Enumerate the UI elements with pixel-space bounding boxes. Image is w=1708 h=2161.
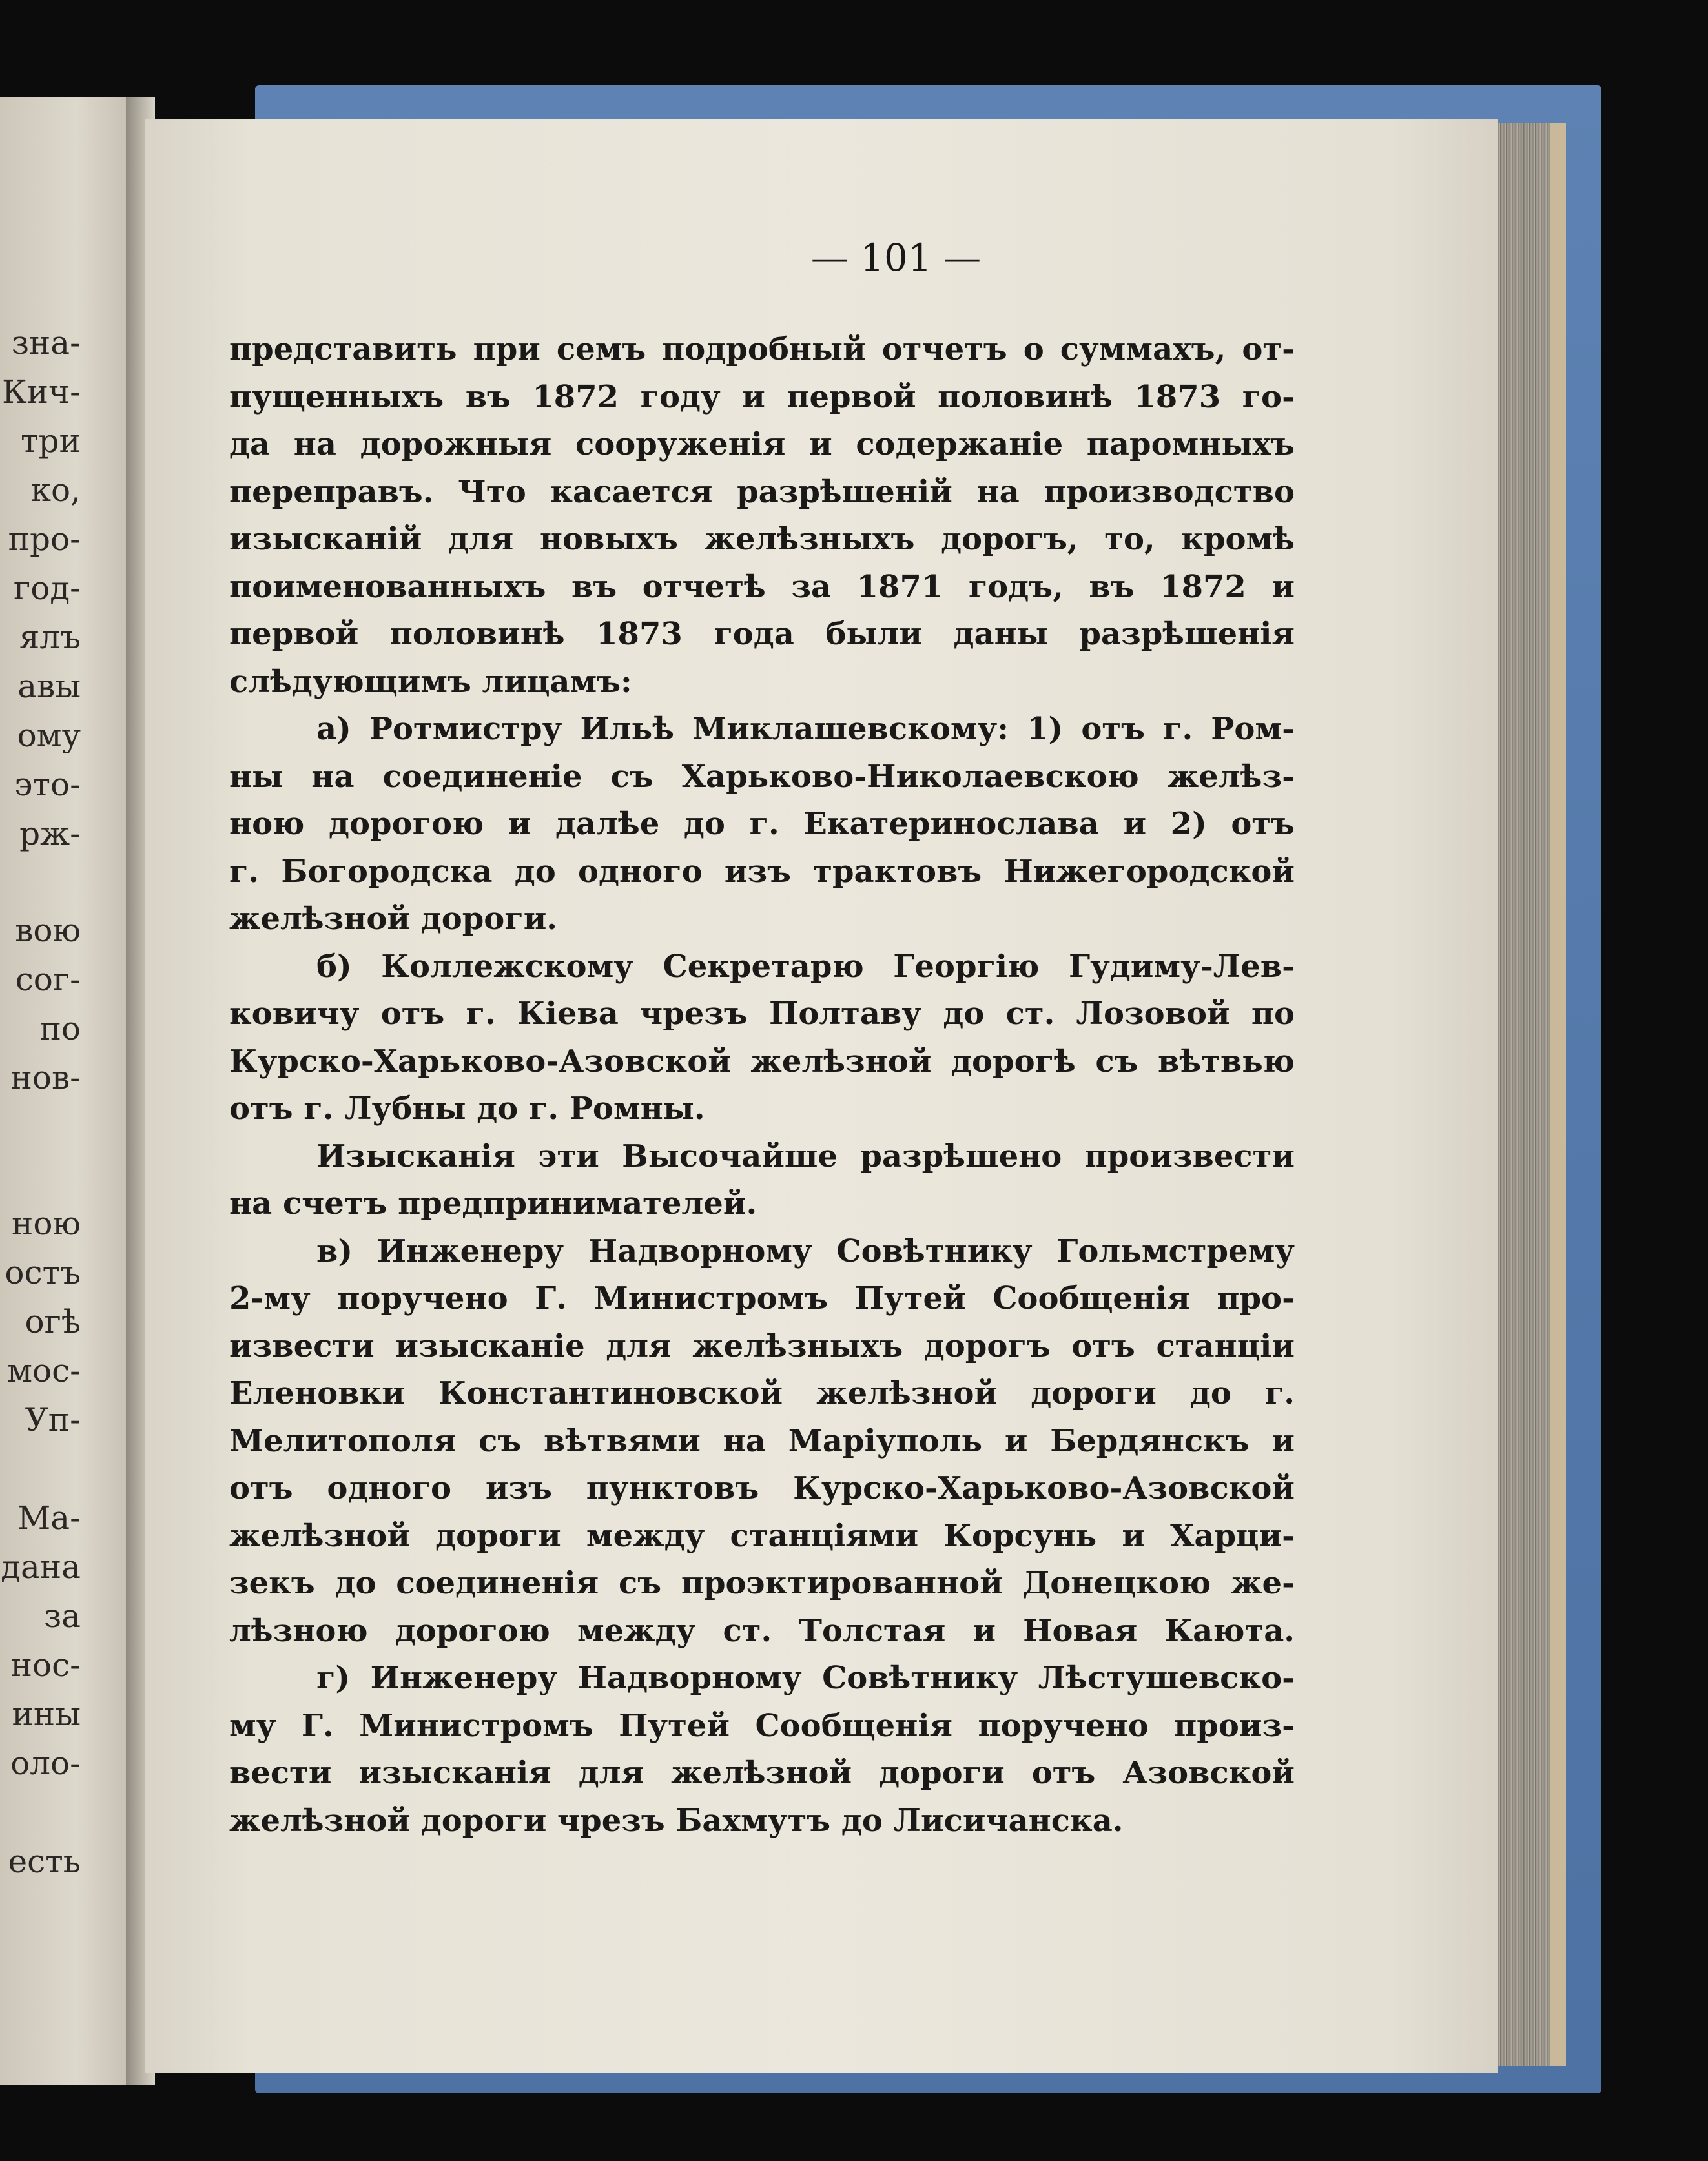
text-line: первой половинѣ 1873 года были даны разрѣшенія xyxy=(229,616,1295,652)
left-page-fragment: год- xyxy=(14,569,81,607)
text-line: вести изысканія для желѣзной дороги отъ Азовской xyxy=(229,1755,1295,1791)
left-page-fragment: это- xyxy=(14,766,81,803)
page-body-text xyxy=(229,326,1295,1845)
left-page-fragment: вою xyxy=(15,912,81,949)
left-page-fragment: оло- xyxy=(10,1745,81,1782)
left-page-fragment: зна- xyxy=(11,324,81,362)
left-page-fragment: про- xyxy=(8,520,81,558)
left-page-fragment: рж- xyxy=(19,815,81,852)
text-line: в) Инженеру Надворному Совѣтнику Гольмстрему xyxy=(316,1233,1295,1269)
text-line: Мелитополя съ вѣтвями на Маріуполь и Бердянскъ и xyxy=(229,1422,1295,1459)
text-line: му Г. Министромъ Путей Сообщенія поручено произ- xyxy=(229,1707,1295,1744)
text-line: Изысканія эти Высочайше разрѣшено произвести xyxy=(316,1138,1295,1174)
text-line: Еленовки Константиновской желѣзной дороги до г. xyxy=(229,1375,1295,1411)
text-line: зекъ до соединенія съ проэктированной Донецкою же- xyxy=(229,1565,1295,1601)
left-page-fragment: ины xyxy=(12,1695,81,1733)
text-line: б) Коллежскому Секретарю Георгію Гудиму-Лев- xyxy=(316,948,1295,985)
left-page-fragment: есть xyxy=(8,1843,81,1880)
text-line: извести изысканіе для желѣзныхъ дорогъ отъ станціи xyxy=(229,1327,1295,1364)
left-page-fragment: огѣ xyxy=(25,1303,81,1340)
text-line: пущенныхъ въ 1872 году и первой половинѣ 1873 го- xyxy=(229,378,1295,415)
text-line: а) Ротмистру Ильѣ Миклашевскому: 1) отъ г. Ром- xyxy=(316,711,1295,747)
left-page-fragment: нос- xyxy=(10,1646,81,1684)
text-line: поименованныхъ въ отчетѣ за 1871 годъ, въ 1872 и xyxy=(229,568,1295,605)
left-page-fragment: сог- xyxy=(15,961,81,998)
text-line: лѣзною дорогою между ст. Толстая и Новая Каюта. xyxy=(229,1612,1295,1649)
text-line: желѣзной дороги между станціями Корсунь и Харци- xyxy=(229,1517,1295,1554)
left-page-fragment: три xyxy=(21,422,81,460)
left-page xyxy=(0,97,139,2085)
text-line: представить при семъ подробный отчетъ о суммахъ, от- xyxy=(229,331,1295,367)
text-line: да на дорожныя сооруженія и содержаніе паромныхъ xyxy=(229,426,1295,462)
left-page-fragment: ялъ xyxy=(19,619,81,656)
left-page-fragment: по xyxy=(39,1010,81,1047)
text-line: слѣдующимъ лицамъ: xyxy=(229,663,632,700)
text-line: желѣзной дороги. xyxy=(229,901,558,937)
left-page-fragment: авы xyxy=(17,668,81,705)
text-line: изысканій для новыхъ желѣзныхъ дорогъ, то, кромѣ xyxy=(229,521,1295,557)
text-line: г. Богородска до одного изъ трактовъ Нижегородской xyxy=(229,853,1295,890)
left-page-fragment: ною xyxy=(12,1205,81,1242)
text-line: Курско-Харьково-Азовской желѣзной дорогѣ съ вѣтвью xyxy=(229,1043,1295,1080)
left-page-fragment: мос- xyxy=(7,1352,81,1389)
left-page-fragment: дана xyxy=(1,1548,81,1586)
text-line: 2-му поручено Г. Министромъ Путей Сообщенія про- xyxy=(229,1280,1295,1316)
left-page-fragment: Уп- xyxy=(25,1401,81,1439)
text-line: переправъ. Что касается разрѣшеній на производство xyxy=(229,473,1295,510)
left-page-fragment: за xyxy=(43,1597,81,1635)
text-line: ны на соединеніе съ Харьково-Николаевскою желѣз- xyxy=(229,758,1295,795)
left-page-fragment: ому xyxy=(17,717,81,754)
text-line: отъ г. Лубны до г. Ромны. xyxy=(229,1091,705,1127)
text-line: желѣзной дороги чрезъ Бахмутъ до Лисичанска. xyxy=(229,1802,1124,1839)
text-line: ною дорогою и далѣе до г. Екатеринослава и 2) отъ xyxy=(229,806,1295,842)
left-page-fragment: ко, xyxy=(30,471,81,509)
left-page-fragment: Кич- xyxy=(2,373,81,411)
page-edge-highlight xyxy=(1550,123,1566,2066)
left-page-fragment: остъ xyxy=(5,1254,81,1291)
left-page-fragment: нов- xyxy=(10,1059,81,1096)
left-page-fragment: Ма- xyxy=(17,1499,81,1537)
text-line: на счетъ предпринимателей. xyxy=(229,1185,757,1222)
page-number: — 101 — xyxy=(810,236,982,280)
text-line: г) Инженеру Надворному Совѣтнику Лѣстушевско- xyxy=(316,1660,1295,1696)
text-line: отъ одного изъ пунктовъ Курско-Харьково-Азовской xyxy=(229,1470,1295,1506)
text-line: ковичу отъ г. Кіева чрезъ Полтаву до ст. Лозовой по xyxy=(229,996,1295,1032)
